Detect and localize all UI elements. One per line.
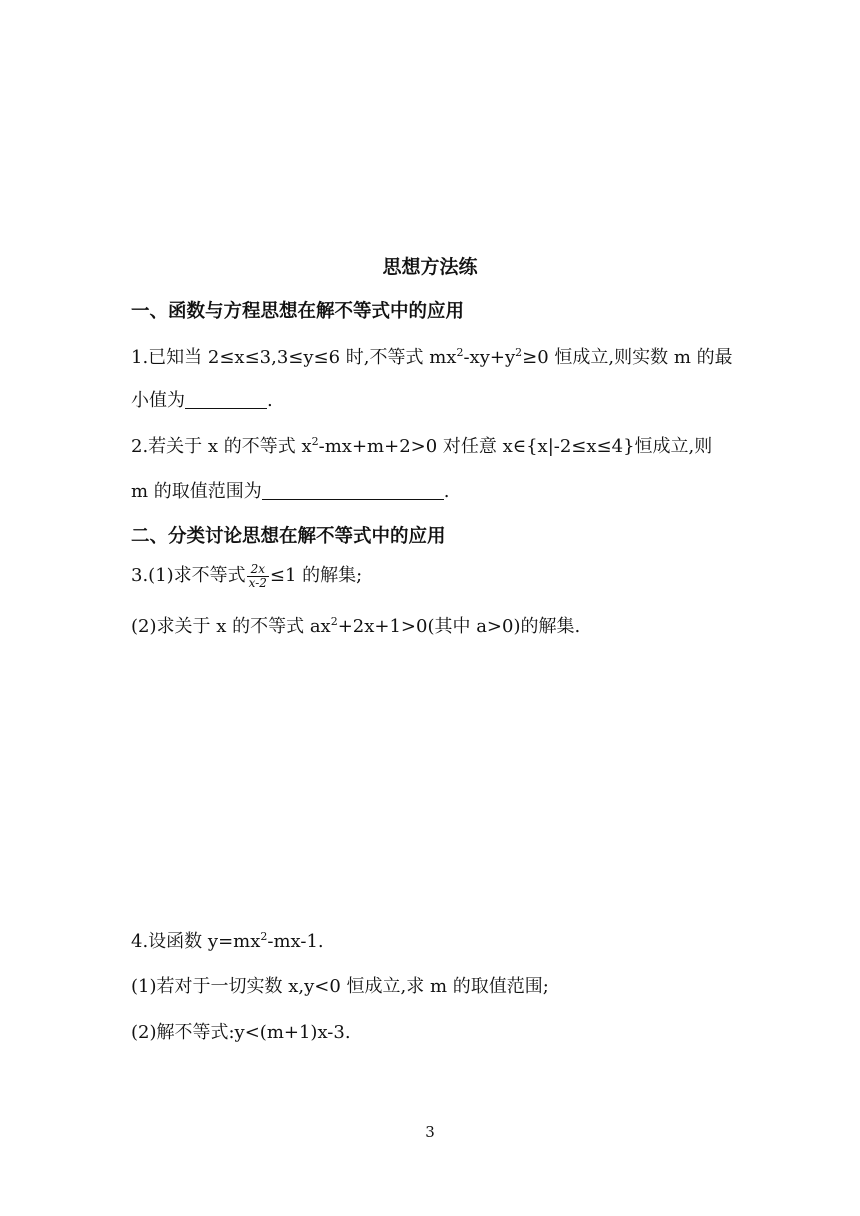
answer-blank-2[interactable] xyxy=(262,481,444,500)
q1-text-c: ≥0 恒成立,则实数 m 的最 xyxy=(522,347,733,368)
question-2-line-2 xyxy=(131,477,450,503)
q1-text-d: 小值为 xyxy=(131,390,185,411)
answer-blank-1[interactable] xyxy=(185,390,267,409)
page-number: 3 xyxy=(425,1123,435,1141)
q4-text-b: -mx-1. xyxy=(267,931,324,952)
q3-text-a: 3.(1)求不等式 xyxy=(131,565,246,586)
page-title: 思想方法练 xyxy=(382,256,478,278)
q3-text-c: (2)求关于 x 的不等式 ax xyxy=(131,616,331,637)
q2-text-d: . xyxy=(443,481,450,502)
q1-text-b: -xy+y xyxy=(463,347,516,368)
fraction xyxy=(247,563,269,590)
question-4-part-1: (1)若对于一切实数 x,y<0 恒成立,求 m 的取值范围; xyxy=(131,976,549,997)
fraction-denominator: x-2 xyxy=(248,575,267,590)
q2-text-c: m 的取值范围为 xyxy=(131,481,262,502)
superscript-2: 2 xyxy=(456,346,464,359)
q2-text-b: -mx+m+2>0 对任意 x∈{x|-2≤x≤4}恒成立,则 xyxy=(318,436,713,457)
question-2-line-1 xyxy=(131,432,712,458)
question-4-part-2: (2)解不等式:y<(m+1)x-3. xyxy=(131,1022,351,1043)
question-3-part-1 xyxy=(131,561,362,590)
question-1-line-1 xyxy=(131,343,733,369)
question-4-stem xyxy=(131,927,324,953)
section-heading-1: 一、函数与方程思想在解不等式中的应用 xyxy=(131,301,465,322)
q3-text-b: ≤1 的解集; xyxy=(269,565,363,586)
q4-text-a: 4.设函数 y=mx xyxy=(131,931,261,952)
superscript-2: 2 xyxy=(260,930,268,943)
q1-text-e: . xyxy=(267,390,273,411)
superscript-2: 2 xyxy=(330,615,338,628)
section-heading-2: 二、分类讨论思想在解不等式中的应用 xyxy=(131,526,446,547)
question-1-line-2 xyxy=(131,386,273,412)
q1-text-a: 1.已知当 2≤x≤3,3≤y≤6 时,不等式 mx xyxy=(131,347,457,368)
superscript-2: 2 xyxy=(311,435,319,448)
q3-text-d: +2x+1>0(其中 a>0)的解集. xyxy=(337,616,581,637)
question-3-part-2 xyxy=(131,612,580,638)
superscript-2: 2 xyxy=(515,346,523,359)
q2-text-a: 2.若关于 x 的不等式 x xyxy=(131,436,312,457)
fraction-numerator: 2x xyxy=(247,563,269,577)
